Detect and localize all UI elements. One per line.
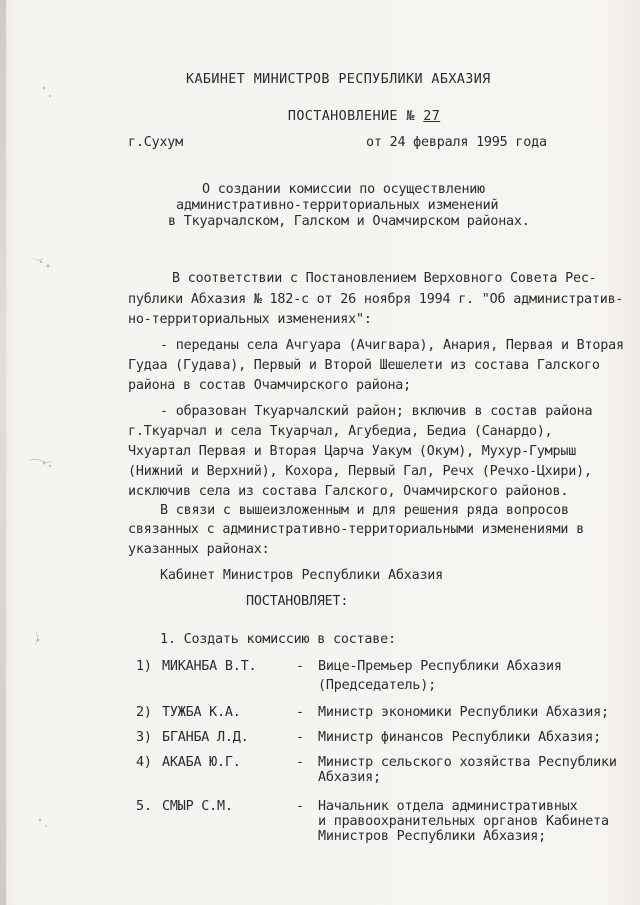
item2-line-2: г.Ткуарчал и села Ткуарчал, Агубедиа, Бедиа (Санардо),: [128, 424, 553, 439]
member-role-line: Министров Республики Абхазия;: [318, 829, 546, 844]
item1-line-3: района в состав Очамчирского района;: [128, 378, 412, 393]
member-dash: -: [296, 659, 304, 674]
member-number: 5.: [136, 799, 152, 814]
member-dash: -: [296, 799, 304, 814]
preamble-line-2: публики Абхазия № 182-с от 26 ноября 1994 г. "Об административ-: [128, 292, 624, 307]
scan-speck: [37, 639, 40, 642]
subject-line-1: О создании комиссии по осуществлению: [202, 182, 486, 197]
member-role-line: Министр финансов Республики Абхазия;: [318, 730, 602, 745]
cabinet-heading: КАБИНЕТ МИНИСТРОВ РЕСПУБЛИКИ АБХАЗИЯ: [186, 72, 491, 87]
item1-line-1: - переданы села Ачгуара (Ачигвара), Анария, Первая и Вторая: [160, 338, 624, 353]
member-dash: -: [296, 705, 304, 720]
date: от 24 февраля 1995 года: [366, 135, 547, 150]
scan-speck: [46, 264, 49, 267]
decree-heading: [254, 93, 440, 141]
reason-line-2: связанных с административно-территориальными изменениями в: [128, 522, 584, 537]
member-role-line: Абхазия;: [318, 770, 381, 785]
item1-line-2: Гудаа (Гудава), Первый и Второй Шешелети из состава Галского: [128, 358, 600, 373]
item2-line-1: - образован Ткуарчалский район; включив в состав района: [160, 404, 593, 419]
member-role-line: Начальник отдела административных: [318, 799, 578, 814]
subject-line-2: административно-территориальных изменений: [176, 198, 499, 213]
scan-speck: [45, 825, 47, 827]
item2-line-3: Чхуартал Первая и Вторая Царча Уакум (Окум), Мухур-Гумрыш: [128, 444, 577, 459]
preamble-line-1: В соответствии с Постановлением Верховного Совета Рес-: [172, 271, 597, 286]
member-dash: -: [296, 755, 304, 770]
reason-line-1: В связи с вышеизложенным и для решения ряда вопросов: [160, 503, 569, 518]
member-role-line: и правоохранительных органов Кабинета: [318, 814, 609, 829]
reason-line-3: указанных районах:: [128, 542, 270, 557]
place: г.Сухум: [128, 135, 184, 150]
member-name: СМЫР С.М.: [162, 799, 233, 814]
scan-speck: [43, 87, 46, 90]
scan-speck: [43, 462, 46, 465]
item2-line-5: исключив села из состава Галского, Очамчирского районов.: [128, 484, 569, 499]
member-name: БГАНБА Л.Д.: [162, 730, 249, 745]
member-name: МИКАНБА В.Т.: [162, 659, 257, 674]
member-number: 2): [136, 705, 152, 720]
item2-line-4: (Нижний и Верхний), Кохора, Первый Гал, Речх (Речхо-Цхири),: [128, 464, 592, 479]
scan-speck: [39, 819, 42, 822]
scan-speck: [49, 465, 51, 467]
member-number: 3): [136, 730, 152, 745]
member-number: 1): [136, 659, 152, 674]
scan-edge: [0, 0, 6, 905]
member-role-line: Министр экономики Республики Абхазия;: [318, 705, 609, 720]
preamble-line-3: но-территориальных изменениях":: [128, 312, 372, 327]
cabinet-line: Кабинет Министров Республики Абхазия: [160, 568, 444, 583]
scan-mark: [33, 258, 43, 260]
member-role-line: Министр сельского хозяйства Республики: [318, 755, 617, 770]
decree-label: ПОСТАНОВЛЕНИЕ №: [287, 109, 415, 124]
member-role-line: (Председатель);: [318, 678, 436, 693]
decree-number: 27: [423, 109, 441, 124]
member-number: 4): [136, 755, 152, 770]
point-1: 1. Создать комиссию в составе:: [160, 632, 396, 647]
scan-speck: [40, 261, 42, 263]
member-name: АКАБА Ю.Г.: [162, 755, 241, 770]
scan-mark: [30, 459, 52, 462]
resolves-heading: ПОСТАНОВЛЯЕТ:: [246, 594, 349, 609]
member-role-line: Вице-Премьер Республики Абхазия: [318, 659, 562, 674]
member-name: ТУЖБА К.А.: [162, 705, 241, 720]
scan-mark: [36, 632, 38, 644]
scan-speck: [49, 95, 51, 97]
subject-line-3: в Ткуарчалском, Галском и Очамчирском районах.: [168, 214, 530, 229]
member-dash: -: [296, 730, 304, 745]
